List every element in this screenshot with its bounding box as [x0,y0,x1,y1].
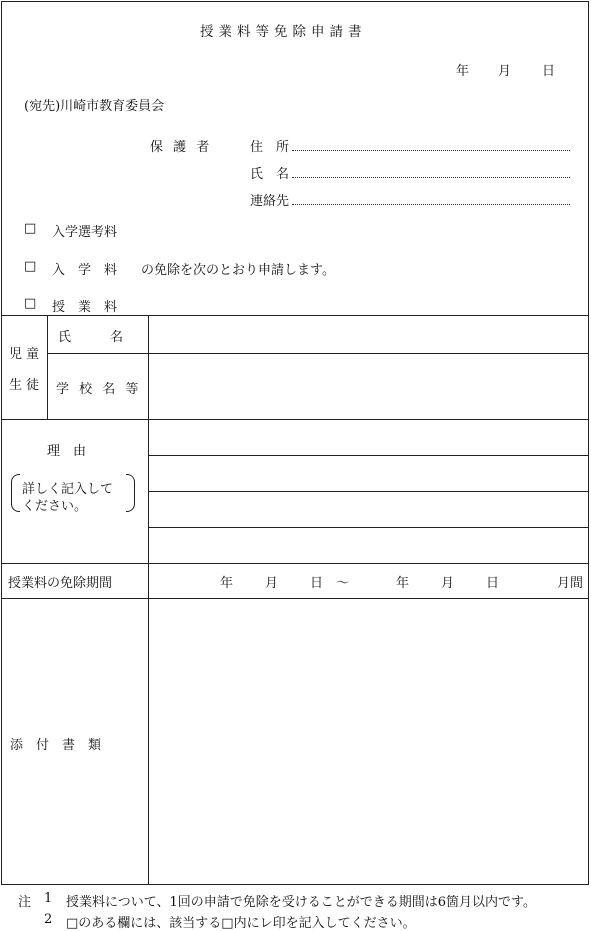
guardian-label: 保 護 者 [150,140,213,155]
student-label-divider [47,315,48,419]
reason-note-line-2: ください。 [22,499,88,514]
note-2-text: □のある欄には、該当する□内にレ印を記入してください。 [66,916,416,931]
attachments-field[interactable] [150,600,588,884]
period-end-year: 年 [396,576,410,591]
name-label: 氏 名 [250,167,290,182]
tuition-label: 授 業 料 [52,300,118,315]
note-2-number: 2 [44,912,53,927]
table-line-name-bottom [47,353,589,354]
addressee: (宛先)川崎市教育委員会 [24,99,165,114]
period-end-day: 日 [486,576,500,591]
student-name-label: 氏 名 [58,330,124,345]
exam-fee-checkbox[interactable]: □ [24,221,37,236]
address-label: 住 所 [250,140,290,155]
date-day-label: 日 [542,64,556,79]
reason-note-bracket-right [126,474,135,512]
attachments-label: 添 付 書 類 [10,738,102,753]
reason-label: 理 由 [47,444,87,459]
reason-note-line-1: 詳しく記入して [22,482,114,497]
student-name-field[interactable] [150,317,588,352]
tuition-checkbox[interactable]: □ [24,296,37,311]
student-label-line-1: 児 童 [9,347,40,362]
school-name-field[interactable] [150,355,588,418]
address-field[interactable] [292,150,570,151]
period-start-year: 年 [220,576,234,591]
reason-field[interactable] [150,421,588,562]
request-text: の免除を次のとおり申請します。 [141,263,335,278]
period-months: 月間 [557,576,584,591]
date-year-label: 年 [456,64,470,79]
school-name-label: 学 校 名 等 [56,382,142,397]
note-1-number: 1 [44,891,53,906]
table-line-reason-bottom [1,563,589,564]
admission-fee-checkbox[interactable]: □ [24,259,37,274]
period-label: 授業料の免除期間 [8,576,113,591]
period-end-month: 月 [441,576,455,591]
contact-field[interactable] [292,204,570,205]
note-1-text: 授業料について、1回の申請で免除を受けることができる期間は6箇月以内です。 [66,895,536,910]
form-title: 授業料等免除申請書 [200,24,367,40]
table-line-top [1,315,589,316]
date-month-label: 月 [498,64,512,79]
reason-note-bracket-left [11,474,20,512]
admission-fee-label: 入 学 料 [52,263,118,278]
table-line-student-bottom [1,419,589,420]
period-tilde: ～ [336,576,350,591]
period-start-month: 月 [265,576,279,591]
exam-fee-label: 入学選考料 [52,225,118,240]
label-column-divider [148,315,149,885]
notes-prefix: 注 [18,895,32,910]
period-start-day: 日 [310,576,324,591]
table-line-period-bottom [1,598,589,599]
guardian-name-field[interactable] [292,177,570,178]
student-label-line-2: 生 徒 [9,378,40,393]
contact-label: 連絡先 [250,194,290,209]
